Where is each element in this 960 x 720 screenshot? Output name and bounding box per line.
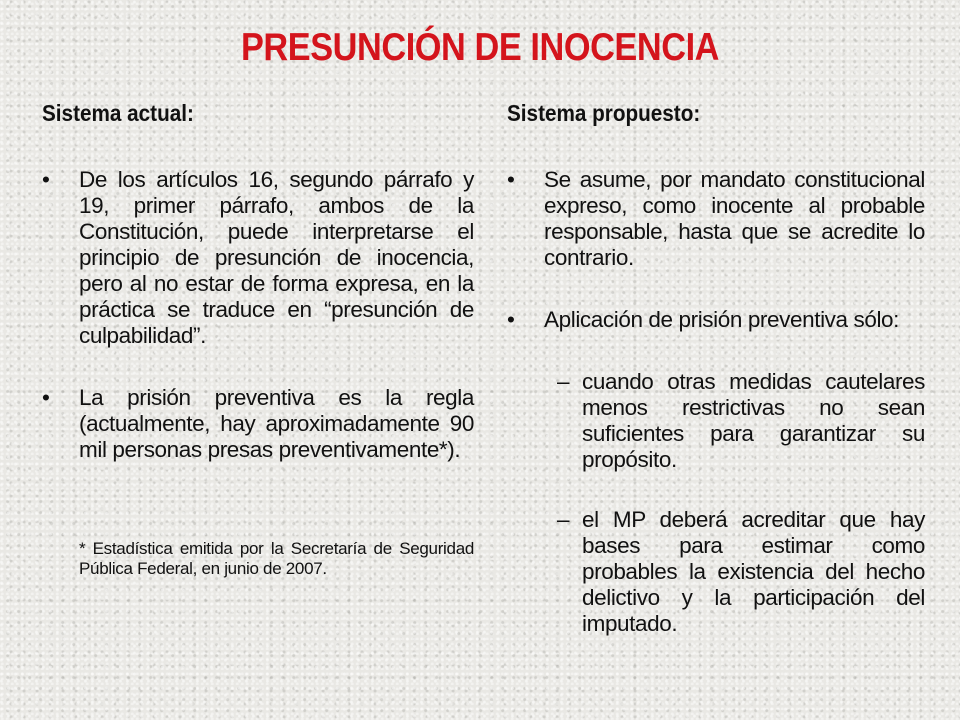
slide-title: PRESUNCIÓN DE INOCENCIA bbox=[240, 26, 720, 69]
bullet-marker: • bbox=[507, 307, 515, 332]
list-item bbox=[507, 307, 925, 333]
proposed-system-column bbox=[507, 100, 925, 671]
current-system-heading: Sistema actual: bbox=[42, 100, 194, 126]
bullet-marker: • bbox=[507, 167, 515, 192]
bullet-marker: • bbox=[42, 385, 50, 410]
sub-bullet-text: cuando otras medidas cautelares menos restrictivas no sean suficientes para garantizar su propósito. bbox=[582, 369, 925, 472]
sub-list-item bbox=[507, 507, 925, 637]
bullet-text: Se asume, por mandato constitucional expreso, como inocente al probable responsable, hasta que se acredite lo contrario. bbox=[544, 167, 925, 270]
sub-bullet-text: el MP deberá acreditar que hay bases para estimar como probables la existencia del hecho delictivo y la participación del imputado. bbox=[582, 507, 925, 636]
dash-marker: – bbox=[557, 369, 570, 394]
list-item bbox=[42, 385, 474, 463]
bullet-marker: • bbox=[42, 167, 50, 192]
dash-marker: – bbox=[557, 507, 570, 532]
list-item bbox=[42, 167, 474, 349]
footnote: * Estadística emitida por la Secretaría de Seguridad Pública Federal, en junio de 2007. bbox=[79, 539, 474, 578]
bullet-text: Aplicación de prisión preventiva sólo: bbox=[544, 307, 900, 332]
current-system-column bbox=[42, 100, 474, 579]
proposed-system-heading: Sistema propuesto: bbox=[507, 100, 701, 126]
bullet-text: La prisión preventiva es la regla (actualmente, hay aproximadamente 90 mil personas presas preventivamente*). bbox=[79, 385, 474, 462]
bullet-text: De los artículos 16, segundo párrafo y 19, primer párrafo, ambos de la Constitución, puede interpretarse el principio de presunción de inocencia, pero al no estar de forma expresa, en la práctica se traduce en “presunción de culpabilidad”. bbox=[79, 167, 474, 348]
sub-list-item bbox=[507, 369, 925, 473]
list-item bbox=[507, 167, 925, 271]
